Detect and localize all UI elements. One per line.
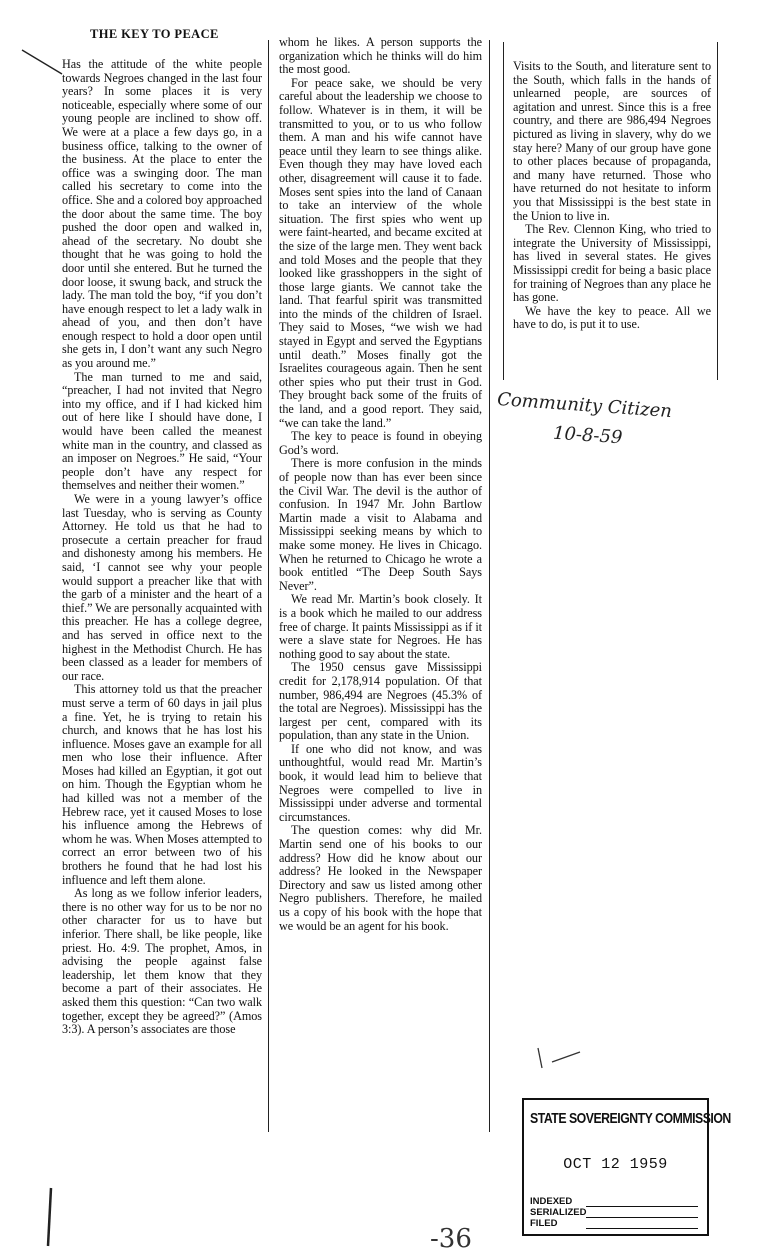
paragraph: This attorney told us that the preacher must serve a term of 60 days in jail plus a fine. Yet, he is trying to retain his church, and knows that he has lost his influence. Moses gave an example for all men who lose their influence. After Moses had killed an Egyptian, it got out on him. Though the Egyptian whom he had killed was not a member of the Hebrew race, yet it caused Moses to lose his influence among the Hebrews of whom he was. When Moses attempted to correct an error between two of his brothers he found that he had lost his influence and left them alone. [62,682,262,887]
article-title: THE KEY TO PEACE [90,27,219,41]
paragraph: For peace sake, we should be very careful about the leadership we choose to follow. Whatever is in them, it will be transmitted to you, or to us who follow them. A man and his wife cannot have peace until they learn to see things alike. Even though they may have loved each other, disagreement will cause it to fade. Moses sent spies into the land of Canaan to take an interview of the whole situation. The first spies who went up were faint-hearted, and became excited at the size of the large men. They went back and told Moses and the people that they looked like grasshoppers in the sight of those large giants. We cannot take the land. That fearful spirit was transmitted into the minds of the children of Israel. They said to Moses, “we wish we had stayed in Egypt and served the Egyptians until death.” Moses finally got the Israelites courageous again. Then he sent other spies who put their trust in God. They brought back some of the fruits of the land, and a good report. They said, “we can take the land.” [279,75,482,430]
stamp-line [586,1217,698,1218]
article-column-3 [513,60,711,332]
paragraph: As long as we follow inferior leaders, there is no other way for us to be nor no other character for us to have but inferior. There shall, be like people, like priest. Ho. 4:9. The prophet, Amos, in advising the people against false leadership, let them know that they become a part of their associates. He asked them this question: “Can two walk together, except they be agreed?” (Amos 3:3). A person’s associates are those [62,886,262,1037]
column-divider [489,40,490,1132]
paragraph: We have the key to peace. All we have to do, is put it to use. [513,303,711,332]
paragraph: The 1950 census gave Mississippi credit for 2,178,914 population. Of that number, 986,494 are Negroes (45.3% of the total are Negroes). Mississippi has the largest per cent, compared with its population, than any state in the Union. [279,660,482,743]
paragraph: The key to peace is found in obeying God’s word. [279,429,482,457]
column-divider [268,40,269,1132]
handwritten-date: 10-8-59 [552,422,624,449]
paragraph: The man turned to me and said, “preacher, I had not invited that Negro into my office, and if I had kicked him out of here like I should have done, I would have been called the meanest white man in the country, and classed as an imposer on Negroes.” He said, “Your people don’t have any respect for themselves and neither their women.” [62,369,262,493]
paragraph: We were in a young lawyer’s office last Tuesday, who is serving as County Attorney. He told us that he had to prosecute a certain preacher for fraud and dishonesty among his members. He said, ‘I cannot see why your people would support a preacher like that with the garb of a minister and the heart of a thief.” We are personally acquainted with this preacher. He has a college degree, and has served in office next to the highest in the Methodist Church. He has been classed as a leader for members of our race. [62,492,262,683]
handwritten-page-number: -36 [430,1224,472,1254]
paragraph: whom he likes. A person supports the organization which he thinks will do him the most good. [279,35,482,77]
stamp-field-serialized: SERIALIZED [530,1207,587,1218]
paragraph: Has the attitude of the white people towards Negroes changed in the last four years? In some places it is very noticeable, especially where some of our young people are inclined to show off. We were at a place a few days go, in a business office, talking to the owner of the business. At the place to enter the office was a swinging door. The man called his secretary to come into the office. She and a colored boy approached the door about the same time. The boy pushed the door open and walked in, ahead of the secretary. No doubt she thought that he was going to hold the door until she entered. But he turned the door loose, it swung back, and struck the lady. The man told the boy, “if you don’t have enough respect to let a lady walk in ahead of you, and then don’t have enough respect to hold a door open until she gets in, I don’t want any such Negro as you around me.” [62,57,262,371]
clipping-border [503,42,504,380]
paragraph: We read Mr. Martin’s book closely. It is a book which he mailed to our address free of charge. It paints Mississippi as if it were a slave state for Negroes. He has nothing good to say about the state. [279,592,482,661]
paragraph: There is more confusion in the minds of people now than has ever been since the Civil War. The devil is the author of confusion. In 1947 Mr. John Bartlow Martin made a visit to Alabama and Mississippi seeking means by which to make some money. He lives in Chicago. When he returned to Chicago he wrote a book entitled “The Deep South Says Never”. [279,456,482,593]
article-column-2 [279,36,482,933]
commission-stamp [522,1098,731,1236]
stamp-title: STATE SOVEREIGNTY COMMISSION [530,1110,731,1127]
paragraph: The Rev. Clennon King, who tried to integrate the University of Mississippi, has lived in several states. He gives Mississippi credit for being a basic place for training of Negroes than any place he has gone. [513,222,711,305]
stamp-date: OCT 12 1959 [563,1156,668,1173]
handwritten-source: Community Citizen [496,388,673,423]
paragraph: The question comes: why did Mr. Martin send one of his books to our address? How did he know about our address? He looked in the Newspaper Directory and saw us listed among other Negro publishers. Therefore, he mailed us a copy of his book with the hope that we would be an agent for his book. [279,823,482,933]
stamp-line [586,1206,698,1207]
paragraph: Visits to the South, and literature sent to the South, which falls in the hands of unlearned people, are sources of agitation and unrest. Since this is a free country, and there are 986,494 Negroes pictured as living in slavery, why do we stay here? Many of our group have gone to other places because of propaganda, and many have returned. Those who have returned do not hesitate to inform you that Mississippi is the best state in the Union to live in. [513,59,711,223]
stamp-field-filed: FILED [530,1218,558,1229]
stamp-field-indexed: INDEXED [530,1196,573,1207]
stamp-line [586,1228,698,1229]
article-column-1 [62,58,262,1037]
paragraph: If one who did not know, and was unthoughtful, would read Mr. Martin’s book, it would lead him to believe that Negroes were compelled to live in Mississippi under adverse and tormental circumstances. [279,741,482,824]
clipping-border [717,42,718,380]
